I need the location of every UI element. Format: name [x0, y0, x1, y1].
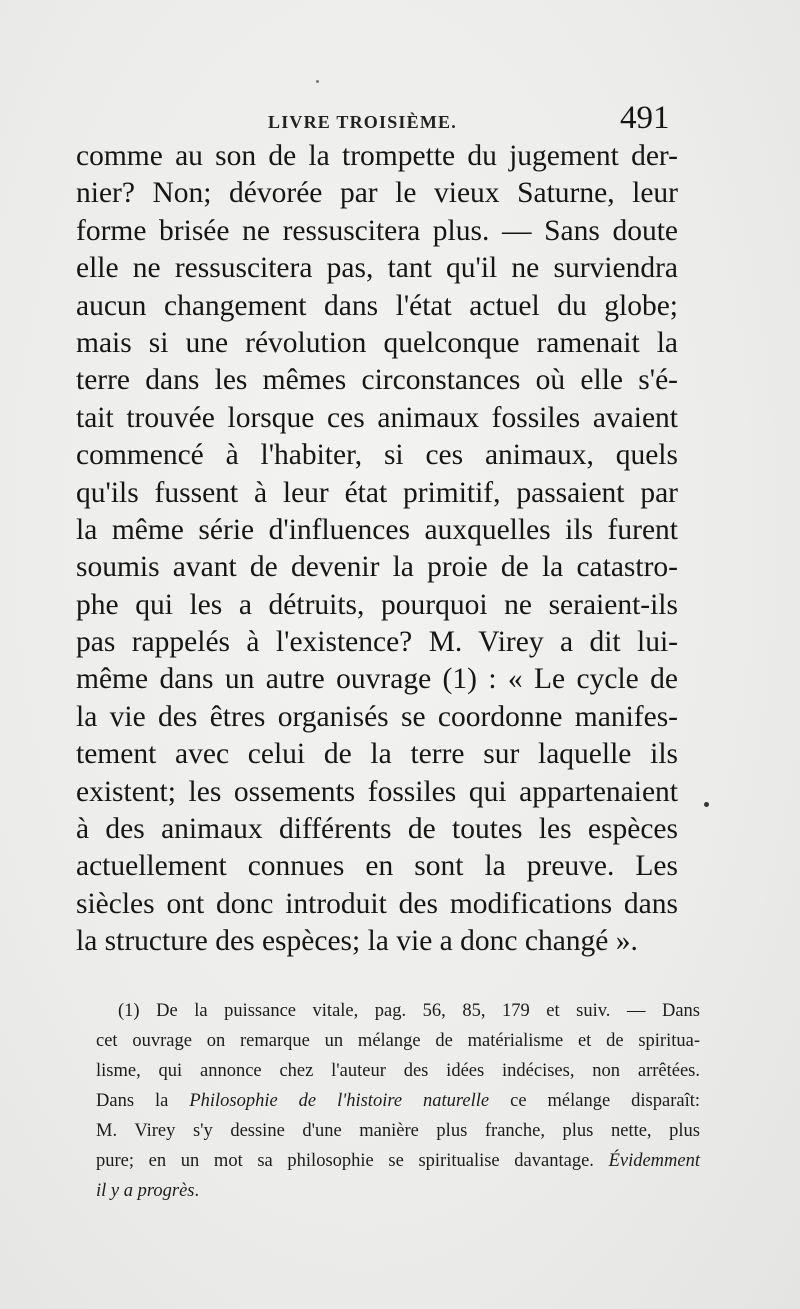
page-number: 491	[620, 100, 670, 136]
body-line: qu'ils fussent à leur état primitif, passaient par	[76, 476, 678, 509]
body-line: aucun changement dans l'état actuel du globe;	[76, 289, 678, 322]
body-line: forme brisée ne ressuscitera plus. — Sans doute	[76, 214, 678, 247]
ink-speck	[704, 802, 709, 807]
body-line: la structure des espèces; la vie a donc changé ».	[76, 925, 638, 958]
ink-speck	[316, 80, 319, 83]
body-line: nier? Non; dévorée par le vieux Saturne, leur	[76, 177, 678, 210]
body-line: existent; les ossements fossiles qui appartenaient	[76, 775, 678, 808]
body-line: commencé à l'habiter, si ces animaux, quels	[76, 439, 678, 472]
body-line: tait trouvée lorsque ces animaux fossiles avaient	[76, 401, 678, 434]
body-line: la vie des êtres organisés se coordonne manifes-	[76, 700, 678, 733]
footnote-line: cet ouvrage on remarque un mélange de matérialisme et de spiritua-	[96, 1031, 700, 1051]
body-text	[76, 138, 678, 961]
body-line: phe qui les a détruits, pourquoi ne seraient-ils	[76, 588, 678, 621]
body-line: actuellement connues en sont la preuve. Les	[76, 850, 678, 883]
running-head	[0, 100, 800, 140]
body-line: tement avec celui de la terre sur laquelle ils	[76, 738, 678, 771]
footnote-line: pure; en un mot sa philosophie se spiritualise davantage. Évidemment	[96, 1151, 700, 1171]
body-line: mais si une révolution quelconque ramenait la	[76, 326, 678, 359]
footnote-line: (1) De la puissance vitale, pag. 56, 85, 179 et suiv. — Dans	[118, 1001, 700, 1021]
body-line: pas rappelés à l'existence? M. Virey a dit lui-	[76, 626, 678, 659]
running-title: LIVRE TROISIÈME.	[268, 112, 457, 132]
footnote-line: il y a progrès.	[96, 1181, 200, 1201]
body-line: soumis avant de devenir la proie de la catastro-	[76, 551, 678, 584]
footnote-line: Dans la Philosophie de l'histoire naturelle ce mélange disparaît:	[96, 1091, 700, 1111]
body-line: comme au son de la trompette du jugement der-	[76, 140, 678, 172]
body-line: à des animaux différents de toutes les espèces	[76, 813, 678, 846]
body-line: terre dans les mêmes circonstances où elle s'é-	[76, 364, 678, 397]
body-line: elle ne ressuscitera pas, tant qu'il ne surviendra	[76, 252, 678, 285]
footnote-line: M. Virey s'y dessine d'une manière plus franche, plus nette, plus	[96, 1121, 700, 1141]
body-line: même dans un autre ouvrage (1) : « Le cycle de	[76, 663, 678, 696]
footnote-line: lisme, qui annonce chez l'auteur des idées indécises, non arrêtées.	[96, 1061, 700, 1081]
body-line: la même série d'influences auxquelles ils furent	[76, 513, 678, 546]
body-line: siècles ont donc introduit des modifications dans	[76, 887, 678, 920]
footnote	[96, 996, 700, 1206]
